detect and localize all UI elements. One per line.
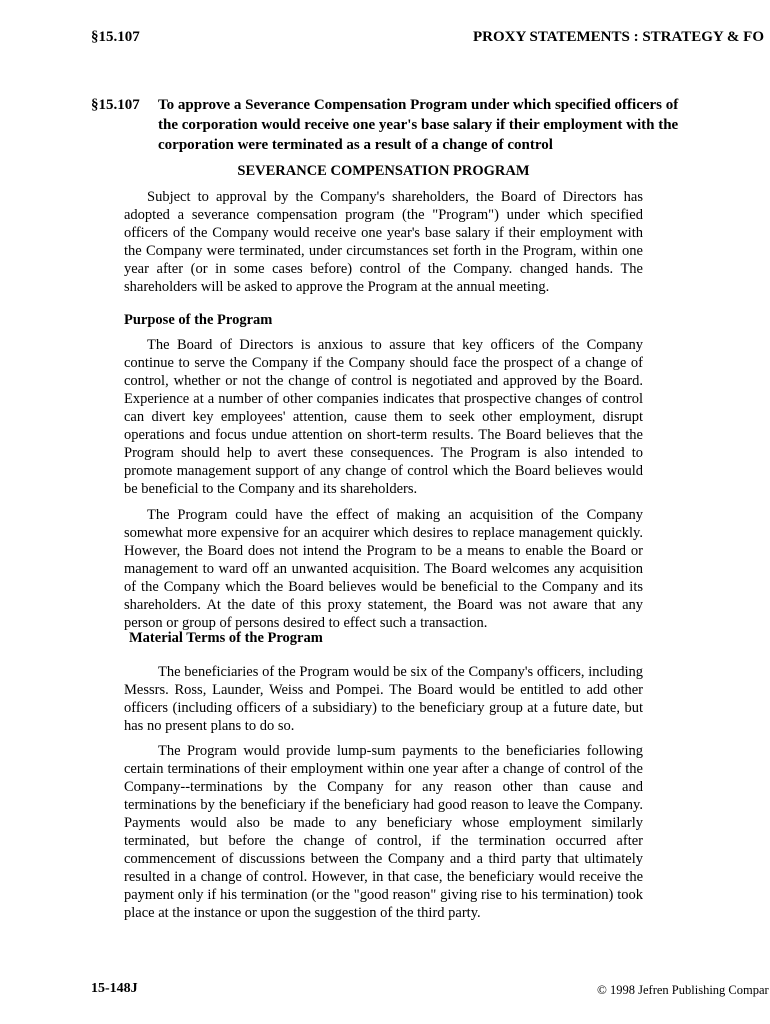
intro-paragraph: Subject to approval by the Company's shareholders, the Board of Directors has adopted a severance compensation program (the "Program") under which specified officers of the Company would receive one year's base salary if their employment with the Company were terminated, under circumstances set forth in the Program, within one year after (or in some cases before) control of the Company. changed hands. The shareholders will be asked to approve the Program at the annual meeting. [124,189,643,295]
copyright-icon: © [597,982,607,997]
header-section-ref: §15.107 [91,29,140,45]
purpose-paragraph-1: The Board of Directors is anxious to assure that key officers of the Company continue to serve the Company if the Company should face the prospect of a change of control, whether or not the change of control is negotiated and approved by the Board. Experience at a number of other companies indicates that prospective changes of control can divert key employees' attention, cause them to seek other employment, disrupt operations and focus undue attention on short-term results. The Board believes that the Program should help to avert these consequences. The Program is also intended to promote management support of any change of control which the Board believes would be beneficial to the Company and its shareholders. [124,337,643,497]
purpose-paragraph-2: The Program could have the effect of making an acquisition of the Company somewhat more expensive for an acquirer which desires to replace management quickly. However, the Board does not intend the Program to be a means to enable the Board or management to ward off an unwanted acquisition. The Board welcomes any acquisition of the Company which the Board believes would be beneficial to the Company and its shareholders. At the date of this proxy statement, the Board was not aware that any person or group of persons desired to effect such a transaction. [124,507,643,631]
header-running-title: PROXY STATEMENTS : STRATEGY & FO [473,29,764,45]
terms-paragraph-1: The beneficiaries of the Program would be six of the Company's officers, including Messrs. Ross, Launder, Weiss and Pompei. The Board would be entitled to add other officers (including officers of a subsidiary) to the beneficiary group at a future date, but has no present plans to do so. [124,664,643,734]
terms-heading: Material Terms of the Program [129,630,323,646]
terms-paragraph-2: The Program would provide lump-sum payments to the beneficiaries following certain terminations of their employment within one year after a change of control of the Company--terminations by the Company for any reason other than cause and terminations by the beneficiary if the beneficiary had good reason to leave the Company. Payments would also be made to any beneficiary whose employment similarly terminated, but before the change of control, if the termination occurred after commencement of discussions between the Company and a third party that ultimately resulted in a change of control. However, in that case, the beneficiary would receive the payment only if his termination (or the "good reason" giving rise to his termination) took place at the instance or upon the suggestion of the third party. [124,743,643,921]
program-title: SEVERANCE COMPENSATION PROGRAM [237,163,530,179]
page-number: 15-148J [91,981,138,996]
section-title: To approve a Severance Compensation Program under which specified officers of the corporation would receive one year's base salary if their employment with the corporation were terminated as a result of a change of control [158,97,679,153]
copyright-text: 1998 Jefren Publishing Compar [610,983,769,997]
purpose-heading: Purpose of the Program [124,312,273,328]
copyright-notice [597,982,769,998]
section-number: §15.107 [91,97,140,113]
